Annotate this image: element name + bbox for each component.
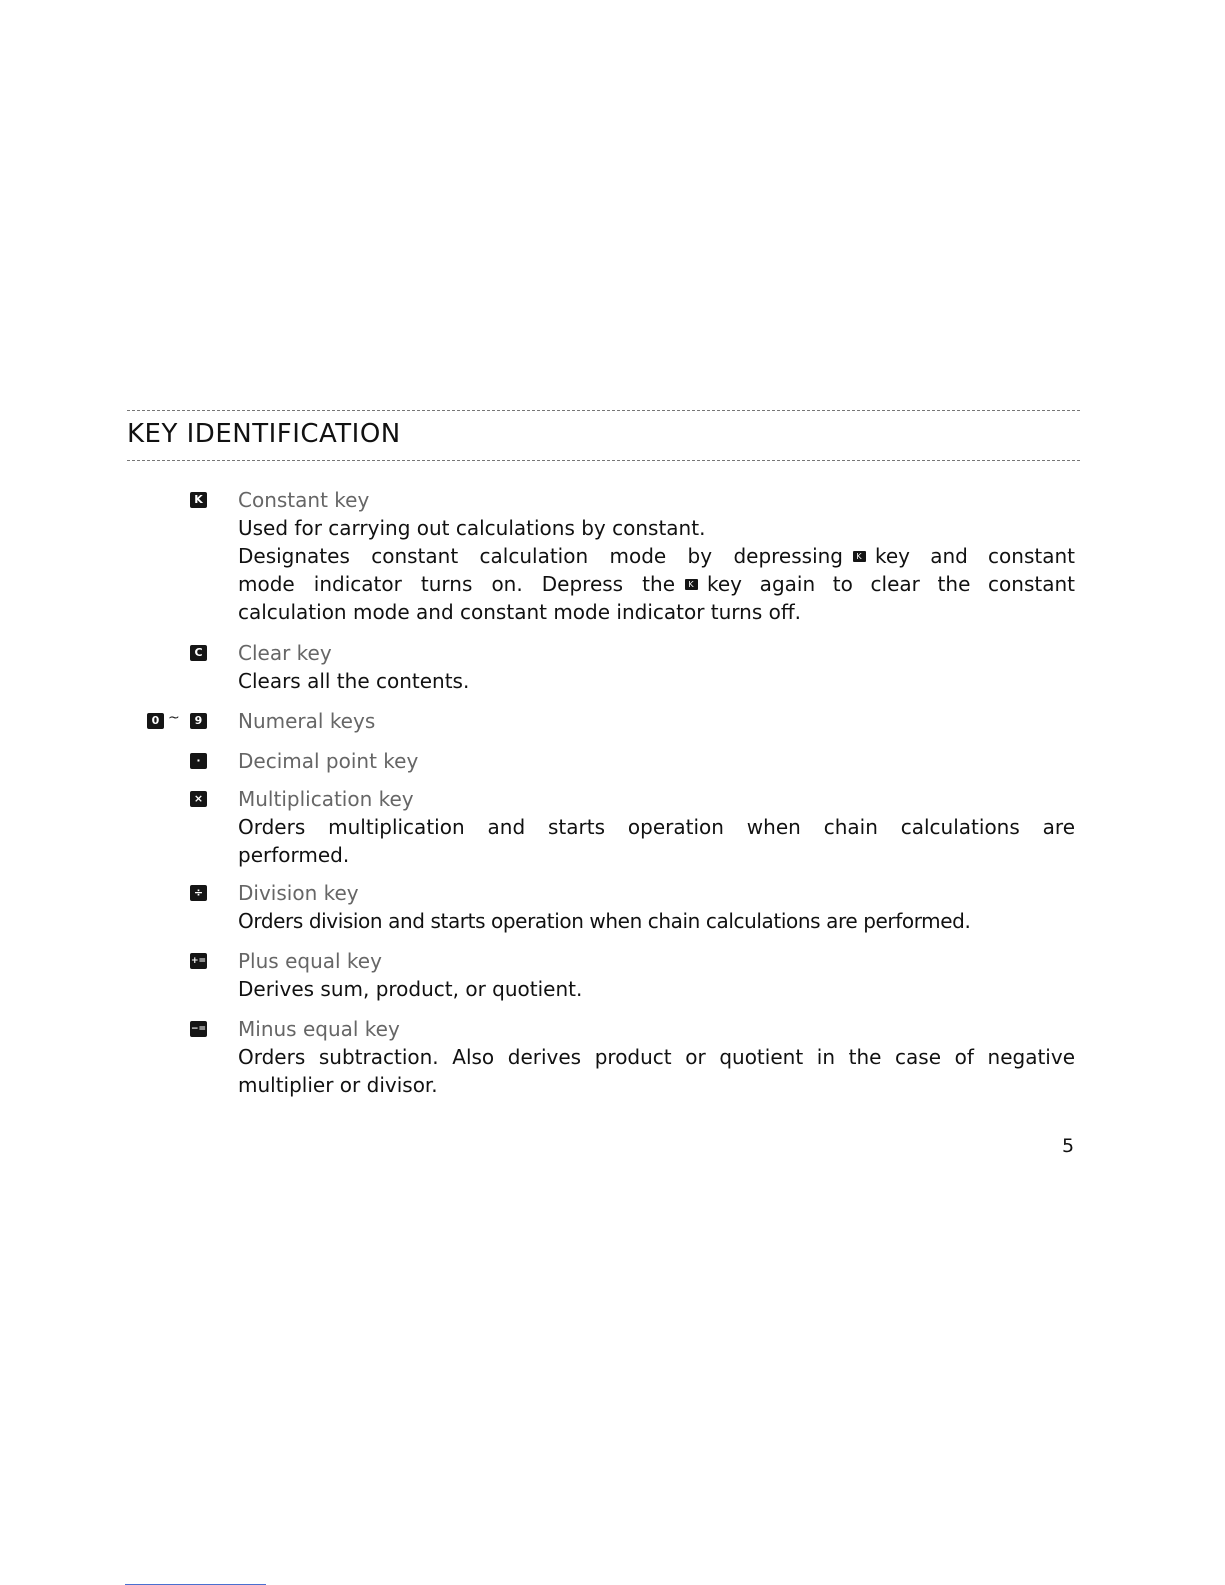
key-desc-line xyxy=(238,570,1075,598)
key-desc-line: Used for carrying out calculations by constant. xyxy=(238,516,706,540)
constant-key-inline-icon: K xyxy=(853,551,866,562)
numeral-keys-entry xyxy=(238,707,1075,735)
key-desc-line: Clears all the contents. xyxy=(238,669,470,693)
key-name: Decimal point key xyxy=(238,749,419,773)
plus-equal-key-entry xyxy=(238,947,1075,1003)
text-segment: mode indicator turns on. Depress the xyxy=(238,572,675,596)
key-desc-line: calculation mode and constant mode indicator turns off. xyxy=(238,600,802,624)
minus-equal-key-entry xyxy=(238,1015,1075,1099)
constant-key-inline-icon: K xyxy=(685,579,698,590)
text-segment: key and constant xyxy=(875,544,1075,568)
key-name: Multiplication key xyxy=(238,787,414,811)
multiplication-key-entry xyxy=(238,785,1075,869)
division-key-entry xyxy=(238,879,1075,935)
clear-key-entry xyxy=(238,639,1075,695)
clear-key-icon: C xyxy=(190,645,207,661)
key-name: Plus equal key xyxy=(238,949,382,973)
key-name: Division key xyxy=(238,881,359,905)
key-name: Minus equal key xyxy=(238,1017,400,1041)
text-segment: Designates constant calculation mode by depressing xyxy=(238,544,843,568)
text-segment: key again to clear the constant xyxy=(707,572,1075,596)
key-desc-line: multiplier or divisor. xyxy=(238,1073,438,1097)
key-name: Constant key xyxy=(238,488,370,512)
key-desc-line: performed. xyxy=(238,843,350,867)
key-desc-line: Orders multiplication and starts operation when chain calculations are xyxy=(238,815,1075,839)
nine-key-icon: 9 xyxy=(190,713,207,729)
key-desc-line: Orders division and starts operation when chain calculations are performed. xyxy=(238,909,971,933)
minus-equal-key-icon: −= xyxy=(190,1021,207,1037)
zero-key-icon: 0 xyxy=(147,713,164,729)
constant-key-icon: K xyxy=(190,492,207,508)
top-rule xyxy=(127,410,1080,411)
multiplication-key-icon: × xyxy=(190,791,207,807)
bottom-rule xyxy=(127,460,1080,461)
key-desc-line: Derives sum, product, or quotient. xyxy=(238,977,583,1001)
key-desc-line xyxy=(238,542,1075,570)
key-name: Clear key xyxy=(238,641,332,665)
division-key-icon: ÷ xyxy=(190,885,207,901)
range-tilde: ~ xyxy=(168,710,180,726)
decimal-key-entry xyxy=(238,747,1075,775)
page-number: 5 xyxy=(1062,1135,1075,1157)
plus-equal-key-icon: += xyxy=(190,953,207,969)
decimal-key-icon: · xyxy=(190,753,207,769)
constant-key-entry xyxy=(238,486,1075,626)
section-title: KEY IDENTIFICATION xyxy=(127,419,401,449)
key-name: Numeral keys xyxy=(238,709,376,733)
key-desc-line: Orders subtraction. Also derives product or quotient in the case of negative xyxy=(238,1045,1075,1069)
